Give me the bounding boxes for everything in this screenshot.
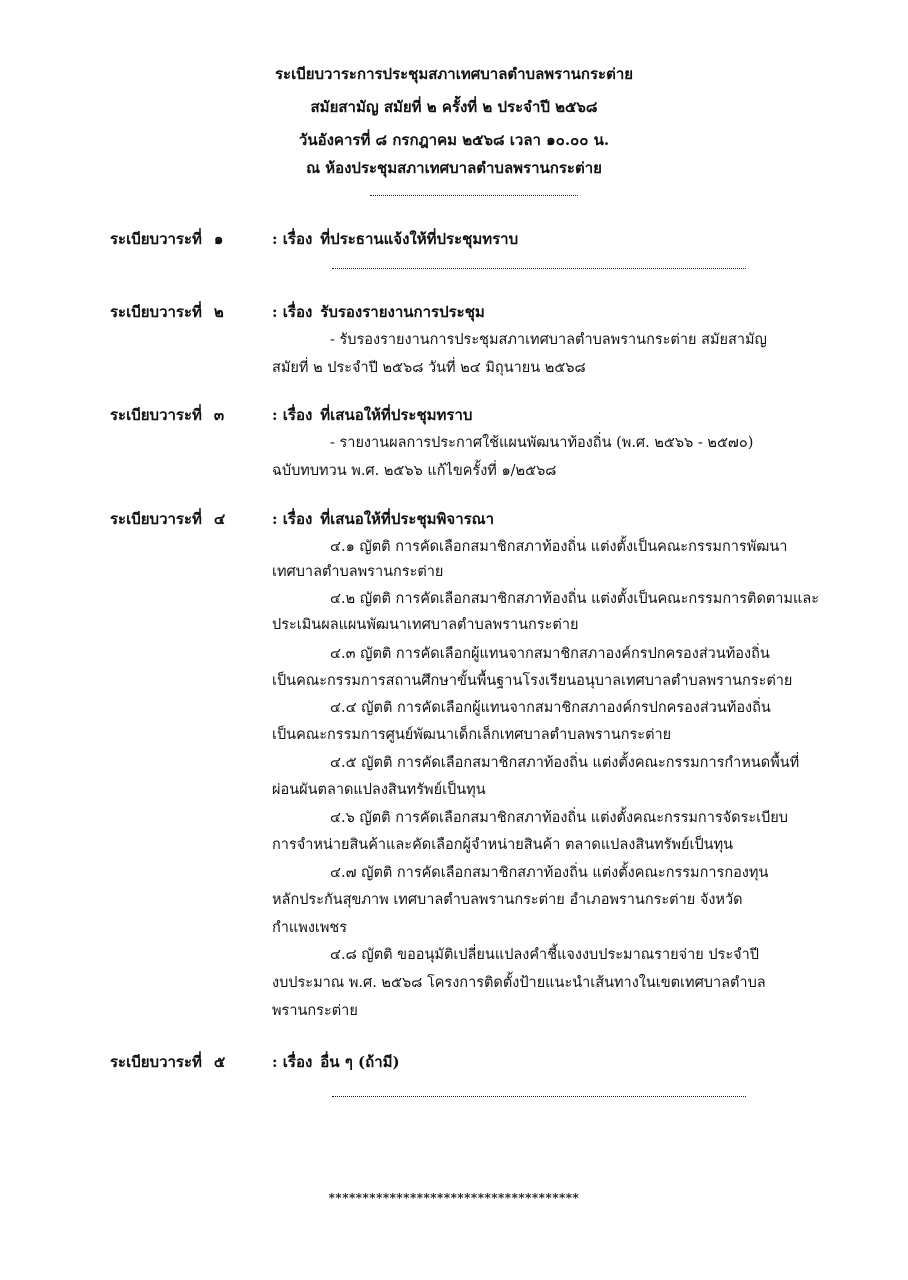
header-location: ณ ห้องประชุมสภาเทศบาลตำบลพรานกระต่าย	[306, 159, 602, 177]
motion-4-8-line-2: งบประมาณ พ.ศ. ๒๕๖๘ โครงการติดตั้งป้ายแนะนำเส้นทางในเขตเทศบาลตำบล	[272, 975, 766, 991]
header-datetime: วันอังคารที่ ๘ กรกฎาคม ๒๕๖๘ เวลา ๑๐.๐๐ น.	[298, 131, 610, 149]
agenda-5-dotted-line	[332, 1096, 746, 1097]
motion-4-3-line-1: ๔.๓ ญัตติ การคัดเลือกผู้แทนจากสมาชิกสภาองค์กรปกครองส่วนท้องถิ่น	[330, 646, 770, 662]
footer-asterisk-line: *************************************	[328, 1191, 580, 1205]
agenda-3-label: ระเบียบวาระที่ ๓	[110, 406, 225, 424]
motion-4-3-line-2: เป็นคณะกรรมการสถานศึกษาขั้นพื้นฐานโรงเรียนอนุบาลเทศบาลตำบลพรานกระต่าย	[272, 673, 793, 689]
agenda-3-subject: : เรื่อง ที่เสนอให้ที่ประชุมทราบ	[272, 406, 473, 424]
header-dotted-divider	[370, 195, 578, 196]
motion-4-8-line-1: ๔.๘ ญัตติ ขออนุมัติเปลี่ยนแปลงคำชี้แจงงบประมาณรายจ่าย ประจำปี	[330, 947, 759, 963]
motion-4-4-line-1: ๔.๔ ญัตติ การคัดเลือกผู้แทนจากสมาชิกสภาองค์กรปกครองส่วนท้องถิ่น	[330, 700, 771, 716]
agenda-3-detail-line-2: ฉบับทบทวน พ.ศ. ๒๕๖๖ แก้ไขครั้งที่ ๑/๒๕๖๘	[272, 463, 557, 479]
motion-4-4-line-2: เป็นคณะกรรมการศูนย์พัฒนาเด็กเล็กเทศบาลตำบลพรานกระต่าย	[272, 727, 672, 743]
agenda-1-label: ระเบียบวาระที่ ๑	[110, 230, 224, 248]
motion-4-2-line-1: ๔.๒ ญัตติ การคัดเลือกสมาชิกสภาท้องถิ่น แต่งตั้งเป็นคณะกรรมการติดตามและ	[330, 591, 820, 607]
agenda-4-label: ระเบียบวาระที่ ๔	[110, 510, 226, 528]
agenda-4-subject: : เรื่อง ที่เสนอให้ที่ประชุมพิจารณา	[272, 510, 495, 528]
motion-4-6-line-1: ๔.๖ ญัตติ การคัดเลือกสมาชิกสภาท้องถิ่น แต่งตั้งคณะกรรมการจัดระเบียบ	[330, 810, 788, 826]
motion-4-2-line-2: ประเมินผลแผนพัฒนาเทศบาลตำบลพรานกระต่าย	[272, 617, 579, 633]
motion-4-7-line-1: ๔.๗ ญัตติ การคัดเลือกสมาชิกสภาท้องถิ่น แต่งตั้งคณะกรรมการกองทุน	[330, 865, 769, 881]
agenda-2-label: ระเบียบวาระที่ ๒	[110, 303, 224, 321]
agenda-2-detail-line-1: - รับรองรายงานการประชุมสภาเทศบาลตำบลพรานกระต่าย สมัยสามัญ	[330, 332, 767, 348]
motion-4-1-line-2: เทศบาลตำบลพรานกระต่าย	[272, 564, 444, 580]
motion-4-5-line-2: ผ่อนผันตลาดแปลงสินทรัพย์เป็นทุน	[272, 782, 486, 798]
motion-4-6-line-2: การจำหน่ายสินค้าและคัดเลือกผู้จำหน่ายสินค้า ตลาดแปลงสินทรัพย์เป็นทุน	[272, 837, 734, 853]
motion-4-1-line-1: ๔.๑ ญัตติ การคัดเลือกสมาชิกสภาท้องถิ่น แต่งตั้งเป็นคณะกรรมการพัฒนา	[330, 539, 788, 555]
agenda-2-detail-line-2: สมัยที่ ๒ ประจำปี ๒๕๖๘ วันที่ ๒๔ มิถุนายน ๒๕๖๘	[272, 360, 586, 376]
agenda-1-subject: : เรื่อง ที่ประธานแจ้งให้ที่ประชุมทราบ	[272, 230, 519, 248]
motion-4-5-line-1: ๔.๕ ญัตติ การคัดเลือกสมาชิกสภาท้องถิ่น แต่งตั้งคณะกรรมการกำหนดพื้นที่	[330, 755, 800, 771]
agenda-2-subject: : เรื่อง รับรองรายงานการประชุม	[272, 303, 485, 321]
agenda-1-dotted-line	[332, 268, 746, 269]
header-title: ระเบียบวาระการประชุมสภาเทศบาลตำบลพรานกระต่าย	[274, 65, 634, 83]
header-session: สมัยสามัญ สมัยที่ ๒ ครั้งที่ ๒ ประจำปี ๒๕๖๘	[310, 98, 598, 116]
motion-4-7-line-3: กำแพงเพชร	[272, 920, 348, 936]
motion-4-8-line-3: พรานกระต่าย	[272, 1003, 358, 1019]
agenda-5-label: ระเบียบวาระที่ ๕	[110, 1053, 226, 1071]
agenda-5-subject: : เรื่อง อื่น ๆ (ถ้ามี)	[272, 1053, 400, 1071]
agenda-3-detail-line-1: - รายงานผลการประกาศใช้แผนพัฒนาท้องถิ่น (พ.ศ. ๒๕๖๖ - ๒๕๗๐)	[330, 435, 754, 451]
motion-4-7-line-2: หลักประกันสุขภาพ เทศบาลตำบลพรานกระต่าย อำเภอพรานกระต่าย จังหวัด	[272, 892, 743, 908]
